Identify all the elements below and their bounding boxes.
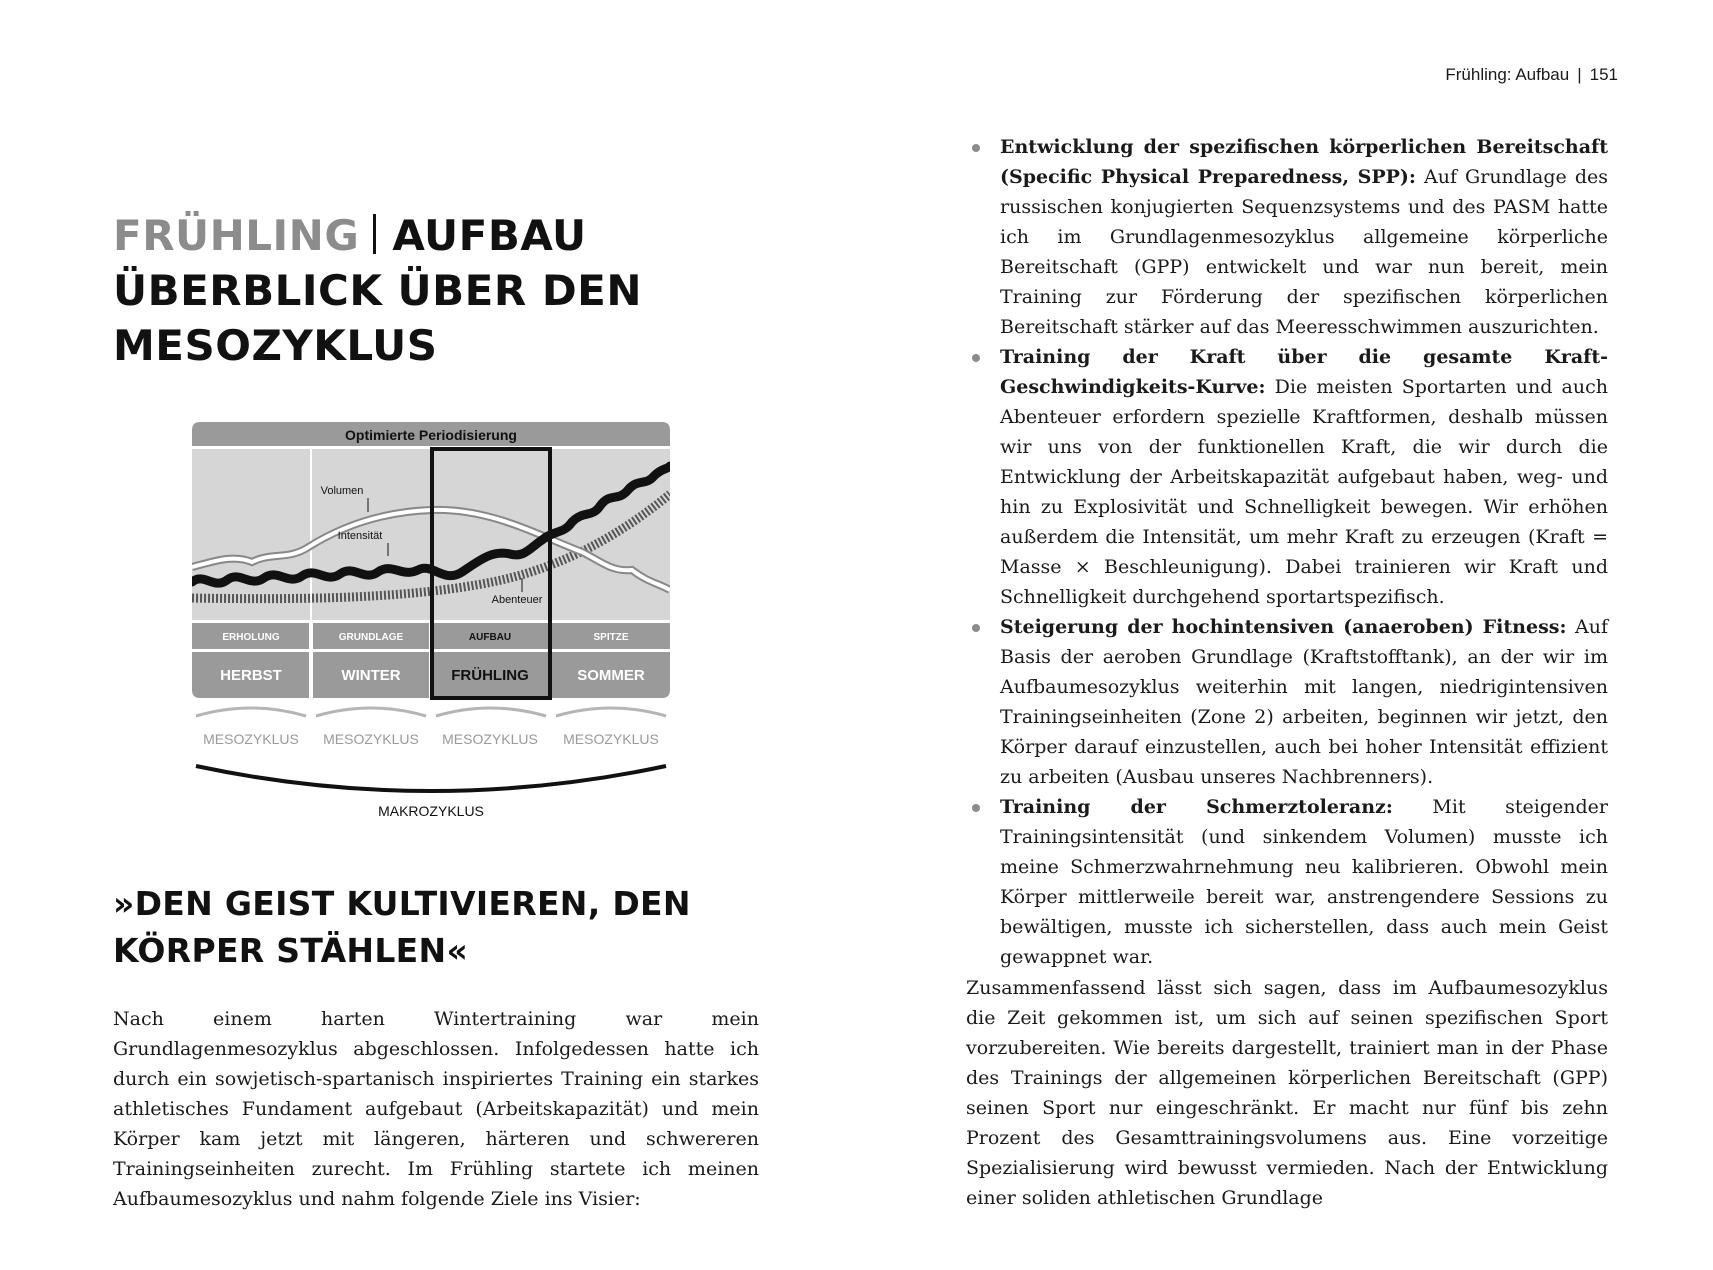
goal-text: Die meisten Sportarten und auch Abenteuer erfordern spezielle Kraftformen, deshalb müssen wir uns von der funktionellen Kraft, die wir durch die Entwicklung der Arbeitskapazität aufgebaut haben, weg- und hin zu Explosivität und Schnelligkeit bewegen. Wir erhöhen außerdem die Intensität, um mehr Kraft zu erzeugen (Kraft = Masse × Beschleunigung). Dabei trainieren wir Kraft und Schnelligkeit durchgehend sportartspezifisch. xyxy=(1000,376,1608,608)
running-head-section: Frühling: Aufbau xyxy=(1445,65,1570,84)
macrocycle-label: MAKROZYKLUS xyxy=(378,803,484,819)
list-item xyxy=(1000,132,1608,342)
goal-text: Auf Basis der aeroben Grundlage (Kraftstofftank), an der wir im Aufbaumesozyklus weiterhin mit langen, niedrigintensiven Trainingseinheiten (Zone 2) arbeiten, beginnen wir jetzt, den Körper darauf einzustellen, auch bei hoher Intensität effizient zu arbeiten (Ausbau unseres Nachbrenners). xyxy=(1000,616,1608,788)
chapter-title xyxy=(113,208,733,373)
running-head-separator: | xyxy=(1577,65,1582,84)
chapter-title-line2: ÜBERBLICK ÜBER DEN xyxy=(113,266,643,315)
bullet-icon xyxy=(972,354,980,362)
goal-text: Auf Grundlage des russischen konjugierten Sequenzsystems und des PASM hatte ich im Grundlagenmesozyklus allgemeine körperliche Bereitschaft (GPP) entwickelt und war nun bereit, mein Training zur Förderung der spezifischen körperlichen Bereitschaft stärker auf das Meeresschwimmen auszurichten. xyxy=(1000,166,1608,338)
list-item xyxy=(1000,792,1608,972)
season-label: SOMMER xyxy=(577,667,645,684)
season-label: FRÜHLING xyxy=(451,667,529,684)
phase-label: GRUNDLAGE xyxy=(338,632,404,643)
goal-title: Training der Kraft über die gesamte Kraft-Geschwindigkeits-Kurve: xyxy=(1000,346,1608,398)
chapter-title-line1 xyxy=(113,208,733,263)
bullet-icon xyxy=(972,804,980,812)
section-heading: »DEN GEIST KULTIVIEREN, DEN KÖRPER STÄHLEN« xyxy=(113,884,691,970)
goal-title: Training der Schmerztoleranz: xyxy=(1000,796,1393,818)
season-label: WINTER xyxy=(341,667,401,684)
bullet-icon xyxy=(972,624,980,632)
list-item xyxy=(1000,342,1608,612)
bullet-icon xyxy=(972,144,980,152)
intensity-label: Intensität xyxy=(337,530,383,542)
goal-list xyxy=(1000,132,1608,972)
goal-text: Mit steigender Trainingsintensität (und sinkendem Volumen) musste ich meine Schmerzwahrnehmung neu kalibrieren. Obwohl mein Körper mittlerweile bereit war, anstrengendere Sessions zu bewältigen, musste ich sicherstellen, dass auch mein Geist gewappnet war. xyxy=(1000,796,1608,968)
chapter-title-line3: MESOZYKLUS xyxy=(113,321,438,370)
phase-label: SPITZE xyxy=(593,632,629,643)
season-label: HERBST xyxy=(220,667,282,684)
mesocycle-label: MESOZYKLUS xyxy=(203,731,299,747)
macrocycle-arc xyxy=(196,766,666,791)
title-divider xyxy=(373,214,376,254)
chapter-season: FRÜHLING xyxy=(113,211,360,260)
goal-title: Entwicklung der spezifischen körperlichen Bereitschaft (Specific Physical Preparedness, SPP): xyxy=(1000,136,1608,188)
diagram-title: Optimierte Periodisierung xyxy=(345,427,517,443)
chapter-phase: AUFBAU xyxy=(392,211,587,260)
adventure-label: Abenteuer xyxy=(491,594,543,606)
mesocycle-label: MESOZYKLUS xyxy=(442,731,538,747)
page-number: 151 xyxy=(1589,65,1618,84)
phase-label: AUFBAU xyxy=(468,632,512,643)
running-head xyxy=(1445,65,1618,85)
list-item xyxy=(1000,612,1608,792)
mesocycle-label: MESOZYKLUS xyxy=(323,731,419,747)
goal-title: Steigerung der hochintensiven (anaeroben) Fitness: xyxy=(1000,616,1567,638)
periodization-diagram xyxy=(192,422,670,822)
phase-label: ERHOLUNG xyxy=(222,632,280,643)
volume-label: Volumen xyxy=(320,485,364,497)
summary-paragraph: Zusammenfassend lässt sich sagen, dass im Aufbaumesozyklus die Zeit gekommen ist, um sich auf seinen spezifischen Sport vorzubereiten. Wie bereits dargestellt, trainiert man in der Phase des Trainings der allgemeinen körperlichen Bereitschaft (GPP) seinen Sport nur eingeschränkt. Er macht nur fünf bis zehn Prozent des Gesamttrainingsvolumens aus. Eine vorzeitige Spezialisierung wird bewusst vermieden. Nach der Entwicklung einer soliden athletischen Grundlage xyxy=(966,977,1608,1209)
intro-paragraph: Nach einem harten Wintertraining war mein Grundlagenmesozyklus abgeschlossen. Infolgedessen hatte ich durch ein sowjetisch-spartanisch inspiriertes Training ein starkes athletisches Fundament aufgebaut (Arbeitskapazität) und mein Körper kam jetzt mit längeren, härteren und schwereren Trainingseinheiten zurecht. Im Frühling startete ich meinen Aufbaumesozyklus und nahm folgende Ziele ins Visier: xyxy=(113,1008,759,1210)
mesocycle-label: MESOZYKLUS xyxy=(563,731,659,747)
